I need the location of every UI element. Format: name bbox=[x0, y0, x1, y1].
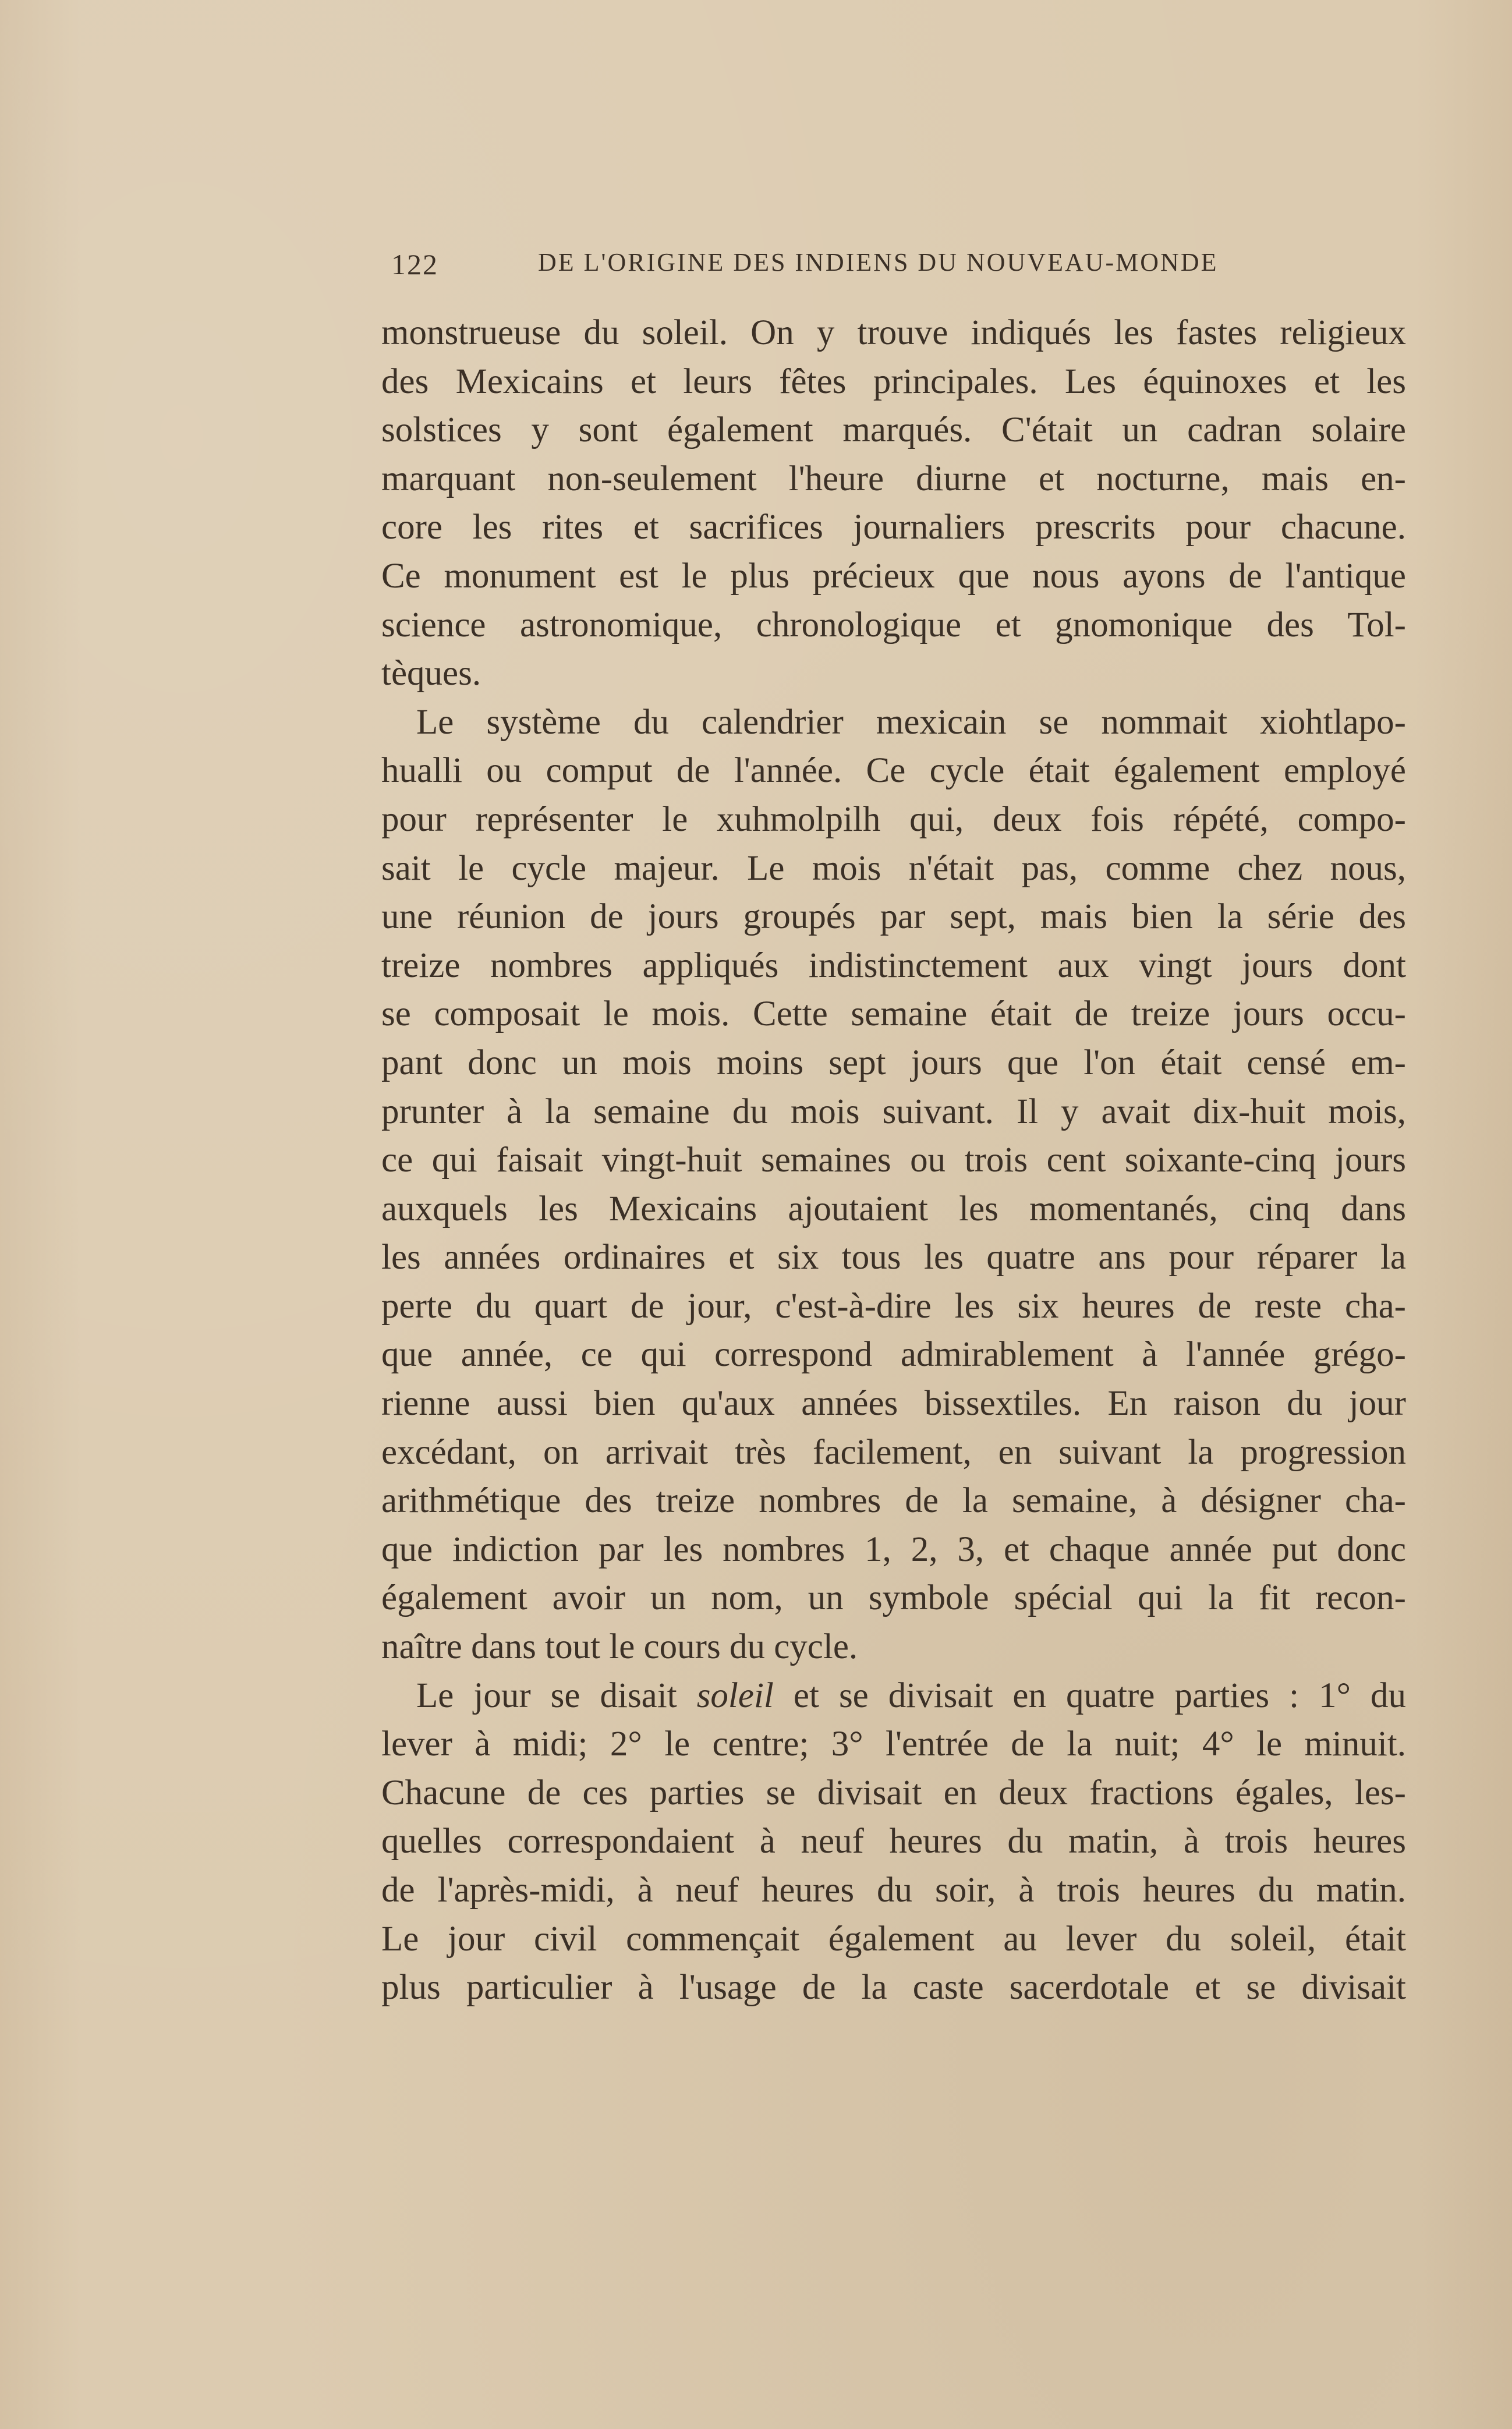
text-line: rienne aussi bien qu'aux années bissextiles. En raison du jour bbox=[381, 1384, 1406, 1424]
text-run: Le jour se disait bbox=[416, 1676, 677, 1715]
running-head bbox=[391, 247, 1405, 288]
text-line: quelles correspondaient à neuf heures du matin, à trois heures bbox=[381, 1822, 1406, 1861]
text-line-with-italic bbox=[381, 1672, 1406, 1720]
text-line: des Mexicains et leurs fêtes principales. Les équinoxes et les bbox=[381, 362, 1406, 401]
text-line: marquant non-seulement l'heure diurne et nocturne, mais en- bbox=[381, 459, 1406, 498]
italic-word: soleil bbox=[696, 1676, 774, 1715]
text-line: lever à midi; 2° le centre; 3° l'entrée de la nuit; 4° le minuit. bbox=[381, 1725, 1406, 1764]
text-line: Chacune de ces parties se divisait en deux fractions égales, les- bbox=[381, 1773, 1406, 1812]
text-line: pant donc un mois moins sept jours que l'on était censé em- bbox=[381, 1043, 1406, 1082]
text-line: naître dans tout le cours du cycle. bbox=[381, 1627, 858, 1667]
text-line: monstrueuse du soleil. On y trouve indiqués les fastes religieux bbox=[381, 313, 1406, 352]
text-line: excédant, on arrivait très facilement, en suivant la progression bbox=[381, 1432, 1406, 1472]
text-line: une réunion de jours groupés par sept, mais bien la série des bbox=[381, 897, 1406, 937]
text-line: prunter à la semaine du mois suivant. Il y avait dix-huit mois, bbox=[381, 1092, 1406, 1131]
body-text bbox=[381, 309, 1406, 2012]
text-line: plus particulier à l'usage de la caste sacerdotale et se divisait bbox=[381, 1968, 1406, 2007]
text-line: auxquels les Mexicains ajoutaient les momentanés, cinq dans bbox=[381, 1189, 1406, 1228]
text-line: Le jour civil commençait également au lever du soleil, était bbox=[381, 1919, 1406, 1959]
text-line: sait le cycle majeur. Le mois n'était pas, comme chez nous, bbox=[381, 848, 1406, 888]
text-line: arithmétique des treize nombres de la semaine, à désigner cha- bbox=[381, 1481, 1406, 1521]
text-line: de l'après-midi, à neuf heures du soir, à trois heures du matin. bbox=[381, 1871, 1406, 1910]
text-line: core les rites et sacrifices journaliers prescrits pour chacune. bbox=[381, 508, 1406, 547]
text-line: les années ordinaires et six tous les quatre ans pour réparer la bbox=[381, 1238, 1406, 1277]
text-line: treize nombres appliqués indistinctement aux vingt jours dont bbox=[381, 946, 1406, 985]
text-line: que indiction par les nombres 1, 2, 3, et chaque année put donc bbox=[381, 1529, 1406, 1569]
text-line: se composait le mois. Cette semaine était de treize jours occu- bbox=[381, 994, 1406, 1034]
text-line: solstices y sont également marqués. C'était un cadran solaire bbox=[381, 410, 1406, 450]
text-line: Le système du calendrier mexicain se nommait xiohtlapo- bbox=[416, 702, 1406, 742]
text-line: Ce monument est le plus précieux que nous ayons de l'antique bbox=[381, 556, 1406, 596]
text-line: science astronomique, chronologique et gnomonique des Tol- bbox=[381, 605, 1406, 645]
page-number: 122 bbox=[391, 248, 438, 281]
text-line: pour représenter le xuhmolpilh qui, deux fois répété, compo- bbox=[381, 799, 1406, 839]
text-line: hualli ou comput de l'année. Ce cycle était également employé bbox=[381, 751, 1406, 791]
text-run: et se divisait en quatre parties : 1° du bbox=[793, 1676, 1406, 1715]
text-line: perte du quart de jour, c'est-à-dire les six heures de reste cha- bbox=[381, 1286, 1406, 1326]
text-line: que année, ce qui correspond admirablement à l'année grégo- bbox=[381, 1335, 1406, 1375]
text-line: tèques. bbox=[381, 654, 481, 693]
text-line: ce qui faisait vingt-huit semaines ou trois cent soixante-cinq jours bbox=[381, 1141, 1406, 1180]
text-line: également avoir un nom, un symbole spécial qui la fit recon- bbox=[381, 1578, 1406, 1618]
running-title: DE L'ORIGINE DES INDIENS DU NOUVEAU-MONDE bbox=[538, 248, 1219, 277]
